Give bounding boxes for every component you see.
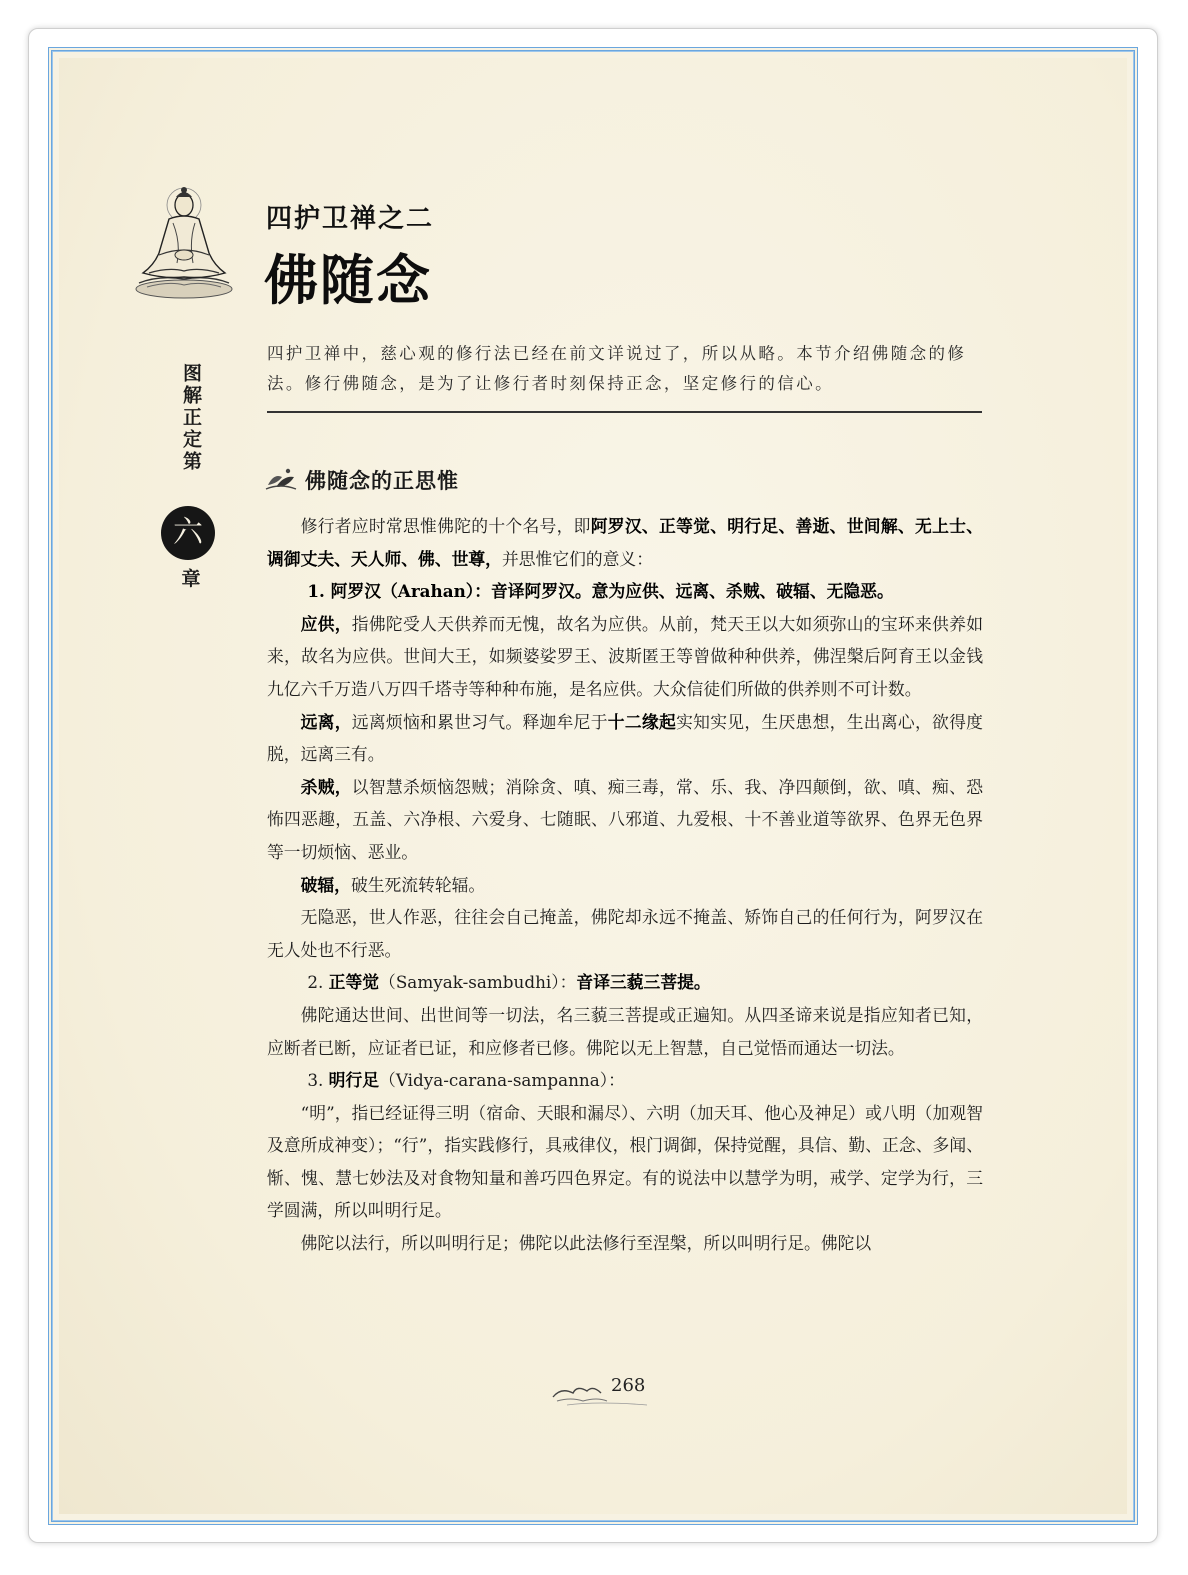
chapter-suffix: 章 [181,568,201,590]
bold-run: 音译三藐三菩提。 [576,972,711,993]
paragraph [267,706,983,771]
paragraph [267,771,983,869]
book-page [59,58,1127,1514]
text-run: 修行者应时常思惟佛陀的十个名号，即 [300,516,591,536]
paragraph [267,901,983,966]
paragraph [267,510,983,575]
paragraph [267,1227,983,1260]
text-run: 指佛陀受人天供养而无愧，故名为应供。从前，梵天王以大如须弥山的宝环来供养如来，故名为应供。世间大王，如频婆娑罗王、波斯匿王等曾做种种供养，佛涅槃后阿育王以金钱九亿六千万造八万四千塔寺等种种布施，是名应供。大众信徒们所做的供养则不可计数。 [267,613,983,699]
bold-run: 阿罗汉、正等觉、明行足、善逝、世间解、无上士、调御丈夫、天人师、佛、世尊， [267,516,983,569]
text-run: 佛陀通达世间、出世间等一切法，名三藐三菩提或正遍知。从四圣谛来说是指应知者已知，应断者已断，应证者已证，和应修者已修。佛陀以无上智慧，自己觉悟而通达一切法。 [267,1004,983,1058]
paragraph [267,999,983,1064]
text-run: “明”，指已经证得三明（宿命、天眼和漏尽）、六明（加天耳、他心及神足）或八明（加观智及意所成神变）；“行”，指实践修行，具戒律仪，根门调御，保持觉醒，具信、勤、正念、多闻、惭、愧、慧七妙法及对食物知量和善巧四色界定。有的说法中以慧学为明，戒学、定学为行，三学圆满，所以叫明行足。 [267,1102,983,1221]
bold-run: 远离， [300,711,352,732]
bold-run: 杀贼， [300,776,352,797]
divider-rule [267,411,982,413]
page-number: 268 [611,1375,646,1396]
chapter-label: 图解正定第 [180,363,202,473]
text-run: 2. [307,972,329,993]
list-item [267,966,983,999]
text-run: 并思惟它们的意义： [501,548,653,569]
bold-run: 应供， [300,613,352,634]
text-run: 以智慧杀烦恼怨贼；消除贪、嗔、痴三毒，常、乐、我、净四颠倒，欲、嗔、痴、恐怖四恶趣，五盖、六净根、六爱身、七随眠、八邪道、九爱根、十不善业道等欲界、色界无色界等一切烦恼、恶业。 [267,776,983,862]
text-run: 3. [307,1070,329,1091]
bold-run: 1. 阿罗汉（Arahan）：音译阿罗汉。意为应供、远离、杀贼、破辐、无隐恶。 [307,581,894,602]
text-run: 无隐恶，世人作恶，往往会自己掩盖，佛陀却永远不掩盖、矫饰自己的任何行为，阿罗汉在无人处也不行恶。 [267,907,983,960]
buddha-figure-icon [129,183,239,303]
text-run: 佛陀以法行，所以叫明行足；佛陀以此法修行至涅槃，所以叫明行足。佛陀以 [300,1233,872,1254]
page-title: 佛随念 [264,248,432,312]
bold-run: 十二缘起 [607,711,677,732]
chapter-number-badge: 六 [161,506,215,560]
list-item [267,1064,983,1097]
bold-run: 明行足 [328,1070,380,1091]
paragraph [267,1097,983,1227]
section-kicker: 四护卫禅之二 [266,204,435,234]
book-page-frame [48,47,1138,1525]
text-run: （Vidya-carana-sampanna）： [379,1070,625,1091]
paragraph [267,608,983,706]
paragraph [267,869,983,902]
intro-paragraph: 四护卫禅中，慈心观的修行法已经在前文详说过了，所以从略。本节介绍佛随念的修法。修行佛随念，是为了让修行者时刻保持正念，坚定修行的信心。 [267,344,967,393]
body-text [267,510,983,1260]
text-run: 实知实见，生厌患想，生出离心，欲得度脱，远离三有。 [267,711,983,765]
text-run: 破生死流转轮辐。 [350,874,486,895]
lotus-section-icon [264,465,298,493]
bold-run: 破辐， [300,874,351,895]
section-heading: 佛随念的正思惟 [305,468,459,493]
text-run: 远离烦恼和累世习气。释迦牟尼于 [351,711,608,732]
list-item [267,575,983,608]
bold-run: 正等觉 [328,972,380,993]
text-run: （Samyak-sambudhi）： [379,972,577,993]
